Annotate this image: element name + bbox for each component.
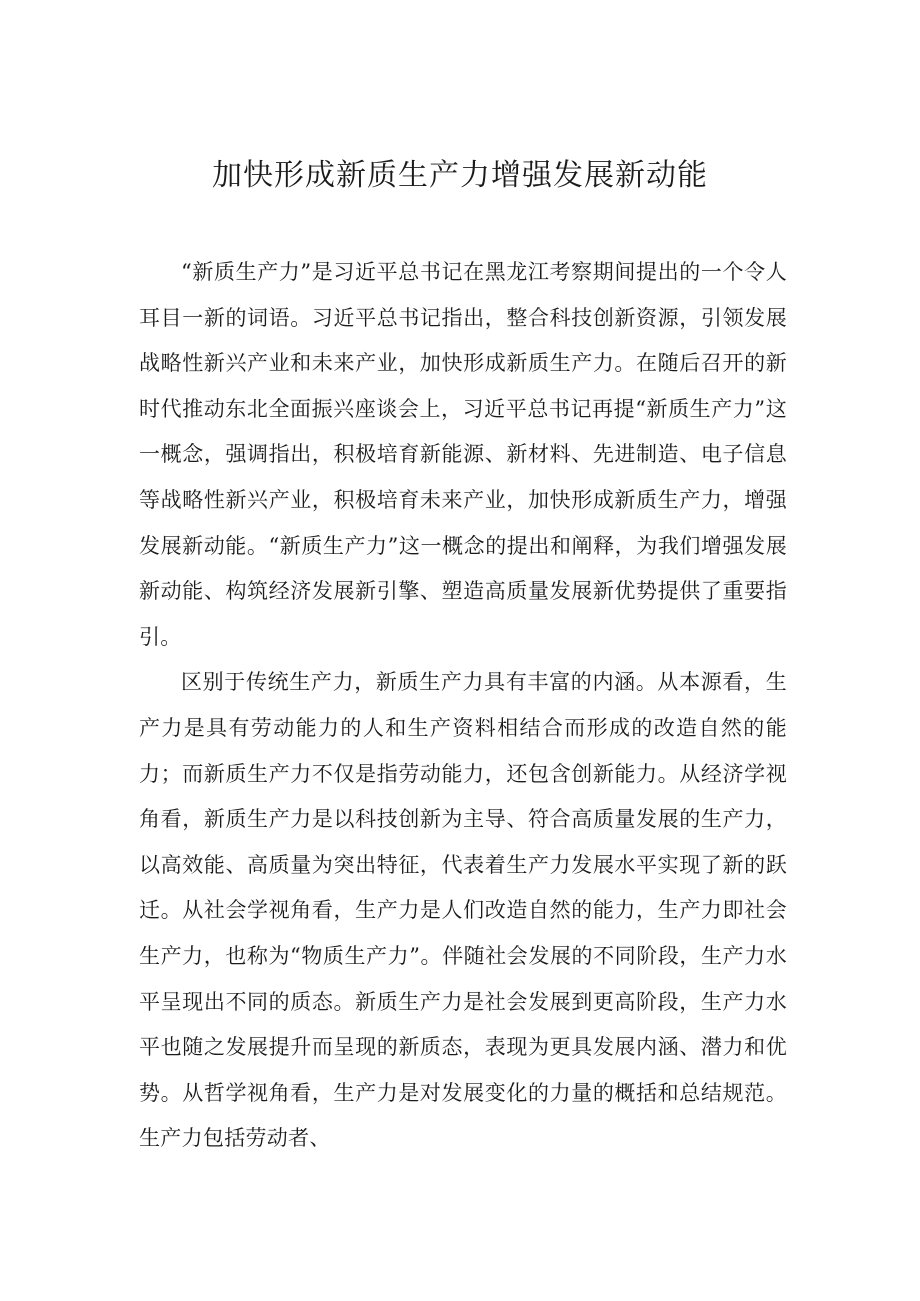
document-body [139,250,787,1162]
document-title: 加快形成新质生产力增强发展新动能 [212,158,708,193]
paragraph-1: “新质生产力”是习近平总书记在黑龙江考察期间提出的一个令人耳目一新的词语。习近平总书记指出，整合科技创新资源，引领发展战略性新兴产业和未来产业，加快形成新质生产力。在随后召开的新时代推动东北全面振兴座谈会上，习近平总书记再提“新质生产力”这一概念，强调指出，积极培育新能源、新材料、先进制造、电子信息等战略性新兴产业，积极培育未来产业，加快形成新质生产力，增强发展新动能。“新质生产力”这一概念的提出和阐释，为我们增强发展新动能、构筑经济发展新引擎、塑造高质量发展新优势提供了重要指引。 [139,260,787,649]
paragraph-2: 区别于传统生产力，新质生产力具有丰富的内涵。从本源看，生产力是具有劳动能力的人和生产资料相结合而形成的改造自然的能力；而新质生产力不仅是指劳动能力，还包含创新能力。从经济学视角看，新质生产力是以科技创新为主导、符合高质量发展的生产力，以高效能、高质量为突出特征，代表着生产力发展水平实现了新的跃迁。从社会学视角看，生产力是人们改造自然的能力，生产力即社会生产力，也称为“物质生产力”。伴随社会发展的不同阶段，生产力水平呈现出不同的质态。新质生产力是社会发展到更高阶段，生产力水平也随之发展提升而呈现的新质态，表现为更具发展内涵、潜力和优势。从哲学视角看，生产力是对发展变化的力量的概括和总结规范。生产力包括劳动者、 [139,670,787,1151]
